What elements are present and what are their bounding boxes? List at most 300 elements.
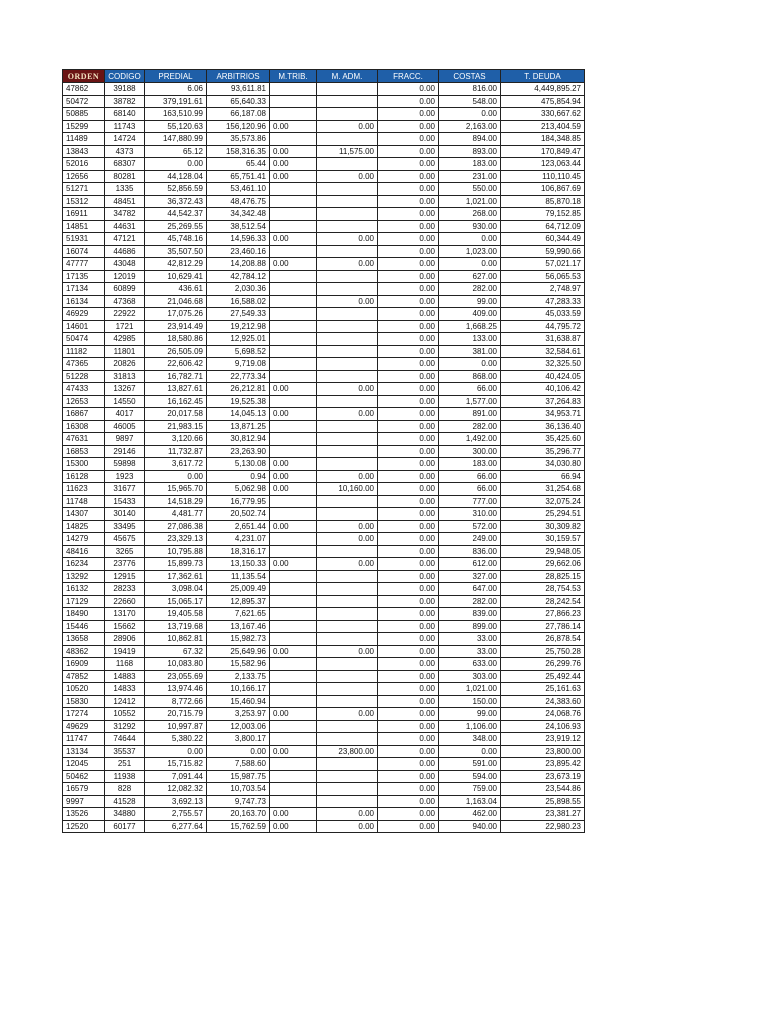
cell-arbitrios: 13,150.33 [207,558,270,571]
cell-arbitrios: 9,719.08 [207,358,270,371]
cell-m-adm: 10,160.00 [317,483,378,496]
cell-m-adm [317,320,378,333]
cell-arbitrios: 65,640.33 [207,95,270,108]
cell-codigo: 29146 [105,445,145,458]
cell-fracc: 0.00 [378,683,439,696]
cell-costas: 381.00 [439,345,501,358]
cell-codigo: 38782 [105,95,145,108]
cell-predial: 4,481.77 [145,508,207,521]
cell-fracc: 0.00 [378,270,439,283]
cell-orden: 14825 [63,520,105,533]
cell-predial: 44,128.04 [145,170,207,183]
cell-m-adm [317,245,378,258]
cell-predial: 15,715.82 [145,758,207,771]
cell-predial: 379,191.61 [145,95,207,108]
cell-t-deuda: 106,867.69 [501,183,585,196]
table-row [63,445,585,458]
cell-codigo: 12019 [105,270,145,283]
table-row [63,745,585,758]
cell-codigo: 1923 [105,470,145,483]
cell-m-adm [317,283,378,296]
cell-t-deuda: 27,866.23 [501,608,585,621]
cell-predial: 18,580.86 [145,333,207,346]
cell-costas: 282.00 [439,595,501,608]
cell-costas: 150.00 [439,695,501,708]
table-row [63,820,585,833]
cell-m-trib [270,795,317,808]
cell-costas: 612.00 [439,558,501,571]
cell-predial: 436.61 [145,283,207,296]
cell-t-deuda: 44,795.72 [501,320,585,333]
cell-costas: 268.00 [439,208,501,221]
cell-orden: 12520 [63,820,105,833]
cell-codigo: 10552 [105,708,145,721]
table-row [63,808,585,821]
table-row [63,795,585,808]
cell-codigo: 1335 [105,183,145,196]
cell-fracc: 0.00 [378,433,439,446]
cell-predial: 45,748.16 [145,233,207,246]
cell-codigo: 60177 [105,820,145,833]
cell-m-trib [270,345,317,358]
cell-orden: 13526 [63,808,105,821]
cell-m-adm [317,695,378,708]
cell-predial: 3,617.72 [145,458,207,471]
cell-costas: 839.00 [439,608,501,621]
cell-costas: 836.00 [439,545,501,558]
cell-predial: 7,091.44 [145,770,207,783]
table-row [63,283,585,296]
cell-fracc: 0.00 [378,95,439,108]
cell-fracc: 0.00 [378,645,439,658]
cell-m-trib: 0.00 [270,483,317,496]
cell-orden: 16234 [63,558,105,571]
cell-predial: 0.00 [145,745,207,758]
cell-predial: 44,542.37 [145,208,207,221]
cell-costas: 310.00 [439,508,501,521]
cell-m-trib: 0.00 [270,708,317,721]
cell-fracc: 0.00 [378,483,439,496]
cell-arbitrios: 20,502.74 [207,508,270,521]
cell-arbitrios: 2,030.36 [207,283,270,296]
cell-orden: 15830 [63,695,105,708]
cell-fracc: 0.00 [378,620,439,633]
cell-arbitrios: 5,062.98 [207,483,270,496]
cell-fracc: 0.00 [378,308,439,321]
cell-orden: 16867 [63,408,105,421]
cell-codigo: 34880 [105,808,145,821]
cell-predial: 163,510.99 [145,108,207,121]
cell-t-deuda: 475,854.94 [501,95,585,108]
cell-arbitrios: 12,925.01 [207,333,270,346]
cell-predial: 8,772.66 [145,695,207,708]
cell-t-deuda: 2,748.97 [501,283,585,296]
cell-arbitrios: 26,212.81 [207,383,270,396]
cell-arbitrios: 25,009.49 [207,583,270,596]
header-fracc: FRACC. [378,70,439,83]
table-row [63,783,585,796]
cell-codigo: 28906 [105,633,145,646]
cell-predial: 67.32 [145,645,207,658]
cell-arbitrios: 19,525.38 [207,395,270,408]
cell-codigo: 11743 [105,120,145,133]
cell-arbitrios: 16,779.95 [207,495,270,508]
cell-predial: 10,629.41 [145,270,207,283]
cell-m-trib: 0.00 [270,383,317,396]
cell-predial: 23,329.13 [145,533,207,546]
cell-m-adm [317,183,378,196]
cell-predial: 16,782.71 [145,370,207,383]
cell-orden: 11747 [63,733,105,746]
cell-costas: 0.00 [439,108,501,121]
cell-predial: 35,507.50 [145,245,207,258]
cell-codigo: 46005 [105,420,145,433]
cell-arbitrios: 3,800.17 [207,733,270,746]
cell-orden: 50462 [63,770,105,783]
cell-t-deuda: 25,161.63 [501,683,585,696]
cell-fracc: 0.00 [378,758,439,771]
cell-orden: 14851 [63,220,105,233]
cell-codigo: 15662 [105,620,145,633]
cell-costas: 759.00 [439,783,501,796]
cell-t-deuda: 32,075.24 [501,495,585,508]
cell-m-adm [317,445,378,458]
cell-arbitrios: 10,166.17 [207,683,270,696]
cell-fracc: 0.00 [378,408,439,421]
cell-codigo: 4017 [105,408,145,421]
cell-codigo: 14550 [105,395,145,408]
cell-costas: 0.00 [439,233,501,246]
cell-arbitrios: 14,596.33 [207,233,270,246]
cell-arbitrios: 65.44 [207,158,270,171]
cell-codigo: 11938 [105,770,145,783]
cell-arbitrios: 66,187.08 [207,108,270,121]
cell-codigo: 15433 [105,495,145,508]
cell-arbitrios: 27,549.33 [207,308,270,321]
cell-codigo: 33495 [105,520,145,533]
cell-t-deuda: 23,919.12 [501,733,585,746]
cell-m-adm [317,595,378,608]
cell-orden: 16909 [63,658,105,671]
cell-m-trib [270,508,317,521]
cell-m-adm [317,583,378,596]
cell-t-deuda: 23,544.86 [501,783,585,796]
cell-orden: 11748 [63,495,105,508]
cell-t-deuda: 25,898.55 [501,795,585,808]
cell-arbitrios: 158,316.35 [207,145,270,158]
cell-arbitrios: 23,263.90 [207,445,270,458]
cell-m-adm [317,133,378,146]
cell-codigo: 4373 [105,145,145,158]
cell-orden: 16074 [63,245,105,258]
cell-codigo: 41528 [105,795,145,808]
cell-costas: 777.00 [439,495,501,508]
cell-fracc: 0.00 [378,370,439,383]
cell-predial: 27,086.38 [145,520,207,533]
cell-m-adm [317,308,378,321]
cell-orden: 48416 [63,545,105,558]
cell-costas: 303.00 [439,670,501,683]
cell-arbitrios: 48,476.75 [207,195,270,208]
cell-predial: 42,812.29 [145,258,207,271]
cell-t-deuda: 330,667.62 [501,108,585,121]
cell-orden: 14307 [63,508,105,521]
cell-costas: 66.00 [439,483,501,496]
cell-t-deuda: 85,870.18 [501,195,585,208]
table-row [63,545,585,558]
cell-predial: 22,606.42 [145,358,207,371]
cell-t-deuda: 23,895.42 [501,758,585,771]
cell-t-deuda: 213,404.59 [501,120,585,133]
table-row [63,220,585,233]
cell-costas: 1,577.00 [439,395,501,408]
cell-predial: 2,755.57 [145,808,207,821]
cell-m-trib [270,608,317,621]
cell-t-deuda: 26,299.76 [501,658,585,671]
cell-m-adm: 0.00 [317,533,378,546]
cell-t-deuda: 23,800.00 [501,745,585,758]
cell-arbitrios: 12,895.37 [207,595,270,608]
cell-m-trib [270,733,317,746]
cell-orden: 13134 [63,745,105,758]
cell-m-trib [270,283,317,296]
cell-fracc: 0.00 [378,783,439,796]
cell-codigo: 35537 [105,745,145,758]
table-row [63,308,585,321]
cell-orden: 13843 [63,145,105,158]
cell-predial: 17,075.26 [145,308,207,321]
cell-orden: 47631 [63,433,105,446]
cell-fracc: 0.00 [378,720,439,733]
cell-m-trib: 0.00 [270,820,317,833]
table-row [63,120,585,133]
table-row [63,208,585,221]
cell-orden: 48362 [63,645,105,658]
cell-arbitrios: 13,871.25 [207,420,270,433]
cell-t-deuda: 25,492.44 [501,670,585,683]
cell-fracc: 0.00 [378,320,439,333]
cell-costas: 930.00 [439,220,501,233]
table-row [63,320,585,333]
cell-arbitrios: 35,573.86 [207,133,270,146]
cell-t-deuda: 29,662.06 [501,558,585,571]
cell-arbitrios: 93,611.81 [207,83,270,96]
cell-predial: 20,017.58 [145,408,207,421]
header-codigo: CODIGO [105,70,145,83]
cell-fracc: 0.00 [378,420,439,433]
table-row [63,433,585,446]
cell-orden: 16132 [63,583,105,596]
cell-fracc: 0.00 [378,558,439,571]
cell-m-trib: 0.00 [270,233,317,246]
cell-arbitrios: 4,231.07 [207,533,270,546]
cell-costas: 940.00 [439,820,501,833]
cell-t-deuda: 28,825.15 [501,570,585,583]
cell-fracc: 0.00 [378,83,439,96]
cell-arbitrios: 12,003.06 [207,720,270,733]
cell-predial: 26,505.09 [145,345,207,358]
cell-fracc: 0.00 [378,470,439,483]
cell-m-adm [317,220,378,233]
cell-t-deuda: 22,980.23 [501,820,585,833]
cell-fracc: 0.00 [378,633,439,646]
cell-m-trib [270,108,317,121]
cell-t-deuda: 123,063.44 [501,158,585,171]
table-row [63,583,585,596]
table-row [63,683,585,696]
cell-predial: 21,046.68 [145,295,207,308]
cell-t-deuda: 28,754.53 [501,583,585,596]
cell-orden: 50472 [63,95,105,108]
header-arbitrios: ARBITRIOS [207,70,270,83]
cell-m-adm [317,270,378,283]
cell-t-deuda: 56,065.53 [501,270,585,283]
cell-orden: 49629 [63,720,105,733]
cell-codigo: 12412 [105,695,145,708]
cell-fracc: 0.00 [378,395,439,408]
cell-m-adm [317,658,378,671]
cell-predial: 13,827.61 [145,383,207,396]
cell-m-trib [270,533,317,546]
cell-m-trib: 0.00 [270,145,317,158]
cell-predial: 10,862.81 [145,633,207,646]
cell-m-trib [270,670,317,683]
cell-orden: 11182 [63,345,105,358]
cell-fracc: 0.00 [378,570,439,583]
cell-predial: 3,098.04 [145,583,207,596]
table-row [63,108,585,121]
cell-codigo: 13267 [105,383,145,396]
table-row [63,720,585,733]
cell-codigo: 31677 [105,483,145,496]
cell-codigo: 1168 [105,658,145,671]
cell-arbitrios: 7,588.60 [207,758,270,771]
cell-costas: 231.00 [439,170,501,183]
cell-predial: 10,083.80 [145,658,207,671]
cell-fracc: 0.00 [378,745,439,758]
table-row [63,620,585,633]
cell-predial: 36,372.43 [145,195,207,208]
cell-m-trib: 0.00 [270,408,317,421]
cell-codigo: 14883 [105,670,145,683]
cell-arbitrios: 13,167.46 [207,620,270,633]
cell-codigo: 12915 [105,570,145,583]
cell-orden: 15299 [63,120,105,133]
cell-costas: 66.00 [439,383,501,396]
cell-arbitrios: 53,461.10 [207,183,270,196]
cell-arbitrios: 15,582.96 [207,658,270,671]
cell-predial: 16,162.45 [145,395,207,408]
debt-table [62,69,585,833]
cell-arbitrios: 15,762.59 [207,820,270,833]
cell-fracc: 0.00 [378,583,439,596]
cell-t-deuda: 170,849.47 [501,145,585,158]
cell-arbitrios: 38,512.54 [207,220,270,233]
cell-predial: 5,380.22 [145,733,207,746]
cell-arbitrios: 9,747.73 [207,795,270,808]
cell-fracc: 0.00 [378,533,439,546]
cell-codigo: 43048 [105,258,145,271]
cell-m-adm: 0.00 [317,820,378,833]
cell-fracc: 0.00 [378,133,439,146]
cell-fracc: 0.00 [378,695,439,708]
cell-t-deuda: 184,348.85 [501,133,585,146]
cell-costas: 282.00 [439,420,501,433]
cell-t-deuda: 36,136.40 [501,420,585,433]
cell-t-deuda: 57,021.17 [501,258,585,271]
cell-costas: 300.00 [439,445,501,458]
cell-t-deuda: 110,110.45 [501,170,585,183]
cell-m-adm [317,758,378,771]
table-row [63,733,585,746]
cell-arbitrios: 7,621.65 [207,608,270,621]
cell-m-trib [270,183,317,196]
cell-orden: 15446 [63,620,105,633]
cell-t-deuda: 30,309.82 [501,520,585,533]
cell-predial: 21,983.15 [145,420,207,433]
cell-predial: 13,719.68 [145,620,207,633]
cell-costas: 627.00 [439,270,501,283]
cell-fracc: 0.00 [378,595,439,608]
cell-fracc: 0.00 [378,545,439,558]
cell-orden: 16579 [63,783,105,796]
cell-fracc: 0.00 [378,520,439,533]
table-row [63,508,585,521]
cell-m-adm [317,358,378,371]
cell-t-deuda: 23,381.27 [501,808,585,821]
cell-orden: 10520 [63,683,105,696]
cell-t-deuda: 27,786.14 [501,620,585,633]
cell-t-deuda: 25,750.28 [501,645,585,658]
cell-fracc: 0.00 [378,495,439,508]
cell-predial: 147,880.99 [145,133,207,146]
cell-m-adm [317,508,378,521]
cell-costas: 893.00 [439,145,501,158]
cell-m-adm: 0.00 [317,233,378,246]
cell-orden: 12656 [63,170,105,183]
cell-orden: 16308 [63,420,105,433]
cell-m-adm: 0.00 [317,470,378,483]
cell-m-trib [270,195,317,208]
cell-m-trib [270,433,317,446]
cell-fracc: 0.00 [378,345,439,358]
table-row [63,383,585,396]
cell-orden: 13658 [63,633,105,646]
table-row [63,608,585,621]
cell-arbitrios: 15,982.73 [207,633,270,646]
cell-t-deuda: 34,030.80 [501,458,585,471]
cell-orden: 14601 [63,320,105,333]
cell-fracc: 0.00 [378,195,439,208]
cell-codigo: 14724 [105,133,145,146]
table-row [63,520,585,533]
cell-predial: 14,518.29 [145,495,207,508]
cell-costas: 647.00 [439,583,501,596]
cell-arbitrios: 15,987.75 [207,770,270,783]
cell-costas: 1,106.00 [439,720,501,733]
cell-m-trib [270,95,317,108]
cell-costas: 348.00 [439,733,501,746]
cell-m-trib: 0.00 [270,120,317,133]
table-row [63,408,585,421]
cell-m-trib [270,620,317,633]
cell-predial: 15,899.73 [145,558,207,571]
cell-costas: 133.00 [439,333,501,346]
cell-codigo: 45675 [105,533,145,546]
cell-costas: 0.00 [439,745,501,758]
table-row [63,658,585,671]
cell-t-deuda: 64,712.09 [501,220,585,233]
